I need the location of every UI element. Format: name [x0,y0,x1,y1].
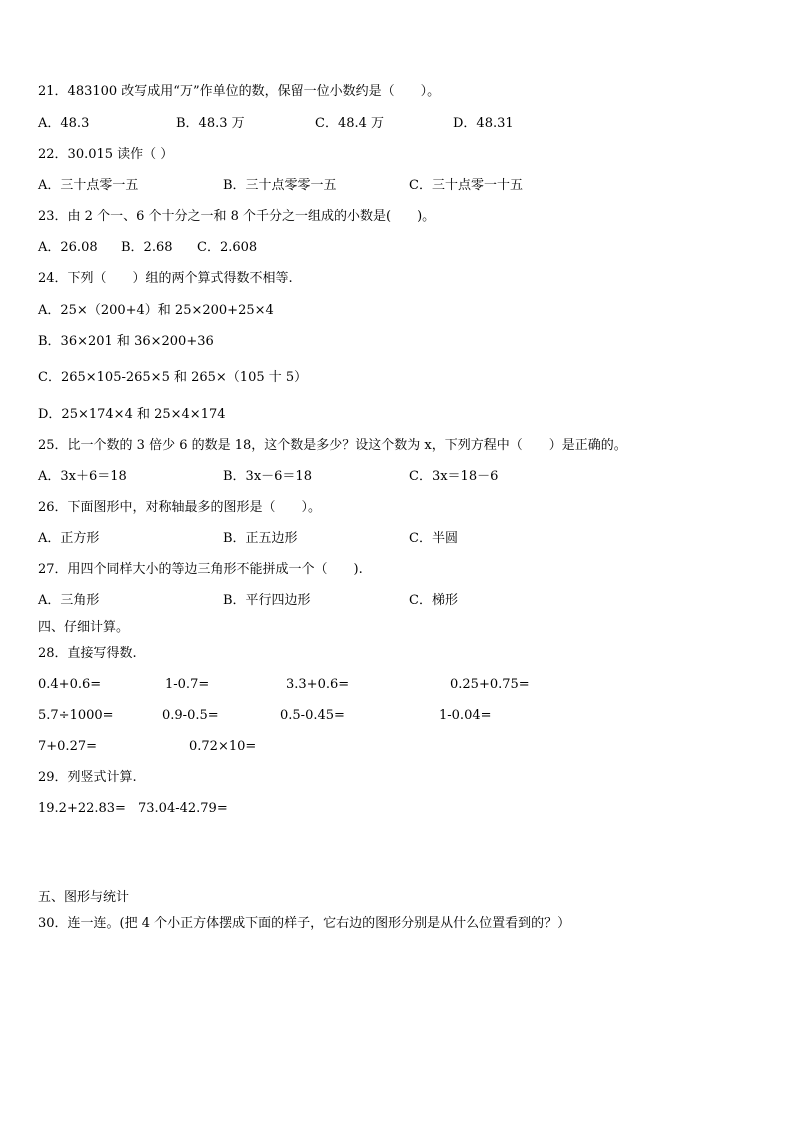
question-24-stem: 24．下列（ ）组的两个算式得数不相等. [38,271,293,286]
vertical-calc-item: 19.2+22.83= [38,801,126,816]
question-29-stem: 29．列竖式计算. [38,770,137,785]
question-22-option-c: C．三十点零一十五 [409,178,523,193]
question-27-stem: 27．用四个同样大小的等边三角形不能拼成一个（ ). [38,562,363,577]
question-23-option-c: C．2.608 [197,240,258,255]
question-28-stem: 28．直接写得数. [38,646,137,661]
calc-item: 0.4+0.6= [38,677,102,692]
question-24-option-c: C．265×105-265×5 和 265×（105 十 5） [38,370,308,385]
question-24-option-a: A．25×（200+4）和 25×200+25×4 [38,303,274,318]
question-21-option-c: C．48.4 万 [315,116,385,131]
question-27-option-c: C．梯形 [409,593,458,608]
question-23-option-a: A．26.08 [38,240,98,255]
question-21-stem: 21．483100 改写成用“万”作单位的数，保留一位小数约是（ ）。 [38,84,441,99]
question-23-stem: 23．由 2 个一、6 个十分之一和 8 个千分之一组成的小数是( )。 [38,209,436,224]
question-22-stem: 22．30.015 读作（ ） [38,147,174,162]
question-23-option-b: B．2.68 [121,240,173,255]
question-26-option-a: A．正方形 [38,531,100,546]
question-30-stem: 30．连一连。(把 4 个小正方体摆成下面的样子，它右边的图形分别是从什么位置看到的？） [38,916,571,931]
section-5-title: 五、图形与统计 [38,890,130,905]
calc-item: 5.7÷1000= [38,708,114,723]
question-24-option-d: D．25×174×4 和 25×4×174 [38,407,226,422]
question-21-option-a: A．48.3 [38,116,90,131]
calc-item: 7+0.27= [38,739,98,754]
question-24-option-b: B．36×201 和 36×200+36 [38,334,214,349]
calc-item: 1-0.7= [165,677,210,692]
calc-item: 0.5-0.45= [280,708,345,723]
question-27-option-b: B．平行四边形 [223,593,311,608]
calc-item: 1-0.04= [439,708,492,723]
calc-item: 0.25+0.75= [450,677,530,692]
section-4-title: 四、仔细计算。 [38,620,130,635]
calc-item: 0.9-0.5= [162,708,219,723]
calc-item: 3.3+0.6= [286,677,350,692]
vertical-calc-item: 73.04-42.79= [138,801,228,816]
question-25-stem: 25．比一个数的 3 倍少 6 的数是 18，这个数是多少？设这个数为 x，下列方程中（ ）是正确的。 [38,438,627,453]
question-27-option-a: A．三角形 [38,593,100,608]
question-26-stem: 26．下面图形中，对称轴最多的图形是（ ）。 [38,500,322,515]
question-25-option-c: C．3x＝18－6 [409,469,499,484]
question-25-option-a: A．3x＋6＝18 [38,469,127,484]
question-21-option-b: B．48.3 万 [176,116,245,131]
question-26-option-c: C．半圆 [409,531,458,546]
question-25-option-b: B．3x－6＝18 [223,469,312,484]
question-22-option-b: B．三十点零零一五 [223,178,337,193]
question-21-option-d: D．48.31 [453,116,514,131]
calc-item: 0.72×10= [189,739,257,754]
question-26-option-b: B．正五边形 [223,531,298,546]
question-22-option-a: A．三十点零一五 [38,178,139,193]
